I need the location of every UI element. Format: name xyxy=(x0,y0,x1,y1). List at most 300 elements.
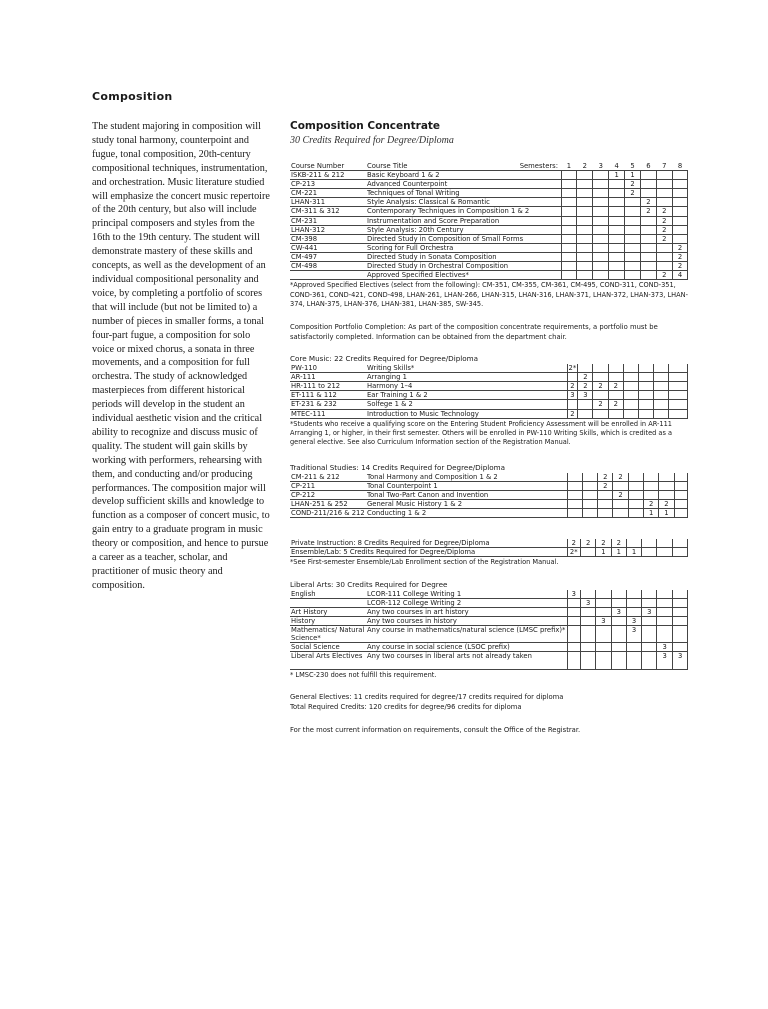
semester-credit-cell xyxy=(640,243,656,252)
course-title-cell: Writing Skills* xyxy=(366,364,567,373)
course-number-cell: Art History xyxy=(290,607,366,616)
course-row xyxy=(290,364,688,373)
requirements-column xyxy=(290,119,688,735)
semester-credit-cell xyxy=(642,598,657,607)
semester-credit-cell xyxy=(611,643,626,652)
traditional-studies-title: Traditional Studies: 14 Credits Required for Degree/Diploma xyxy=(290,462,506,472)
course-row xyxy=(290,473,688,482)
semester-credit-cell xyxy=(672,180,688,189)
semester-credit-cell xyxy=(578,400,593,409)
semester-header: 5 xyxy=(625,162,641,171)
concentrate-header-row xyxy=(290,162,688,171)
semester-credit-cell xyxy=(656,180,672,189)
semester-credit-cell xyxy=(609,262,625,271)
course-title-cell: Any course in social science (LSOC prefix) xyxy=(366,643,567,652)
semester-credit-cell xyxy=(625,234,641,243)
course-number-cell: MTEC-111 xyxy=(290,409,366,418)
semester-credit-cell: 3 xyxy=(626,625,641,643)
semester-credit-cell xyxy=(625,216,641,225)
semester-credit-cell xyxy=(669,364,688,373)
course-title-cell: General Music History 1 & 2 xyxy=(366,499,567,508)
semester-credit-cell: 1 xyxy=(609,171,625,180)
semester-credit-cell xyxy=(657,539,672,548)
semester-credit-cell xyxy=(659,481,674,490)
course-title-cell: Approved Specified Electives* xyxy=(366,271,561,280)
traditional-studies-rows xyxy=(290,473,688,518)
course-row xyxy=(290,189,688,198)
semester-credit-cell xyxy=(593,373,608,382)
semester-credit-cell: 3 xyxy=(642,607,657,616)
semester-credit-cell xyxy=(577,216,593,225)
course-title-cell: Advanced Counterpoint xyxy=(366,180,561,189)
semester-credit-cell xyxy=(613,508,628,517)
semester-credit-cell xyxy=(577,207,593,216)
course-number-cell: Mathematics/ Natural Science* xyxy=(291,625,365,642)
course-row xyxy=(290,216,688,225)
semester-credit-cell xyxy=(625,207,641,216)
semester-header: 8 xyxy=(672,162,688,171)
semester-credit-cell xyxy=(578,409,593,418)
course-number-header: Course Number xyxy=(290,162,366,171)
course-number-cell: ET-231 & 232 xyxy=(290,400,366,409)
semester-credit-cell xyxy=(626,598,641,607)
semester-credit-cell: 2 xyxy=(656,207,672,216)
semester-header: 1 xyxy=(561,162,577,171)
course-row xyxy=(290,539,688,548)
concentrate-subtitle: 30 Credits Required for Degree/Diploma xyxy=(290,135,454,146)
semester-credit-cell: 2* xyxy=(568,364,577,373)
semester-credit-cell xyxy=(656,189,672,198)
semester-credit-cell xyxy=(657,616,672,625)
semester-credit-cell xyxy=(608,391,623,400)
semester-header: 4 xyxy=(609,162,625,171)
course-number-cell: CP-211 xyxy=(290,481,366,490)
semester-credit-cell xyxy=(593,189,609,198)
semester-credit-cell xyxy=(582,481,597,490)
semester-credit-cell: 2 xyxy=(598,473,613,482)
semester-credit-cell xyxy=(628,508,643,517)
semester-credit-cell xyxy=(567,490,582,499)
semester-credit-cell xyxy=(640,271,656,280)
semester-credit-cell xyxy=(643,481,658,490)
course-row xyxy=(290,252,688,261)
course-title-cell: LCOR-112 College Writing 2 xyxy=(366,598,567,607)
course-row xyxy=(290,271,688,280)
semester-credit-cell xyxy=(674,490,688,499)
semester-credit-cell xyxy=(672,625,688,643)
semester-credit-cell xyxy=(643,490,658,499)
semester-credit-cell xyxy=(582,508,597,517)
semester-credit-cell xyxy=(672,225,688,234)
semester-credit-cell xyxy=(593,234,609,243)
course-title-cell: Techniques of Tonal Writing xyxy=(366,189,561,198)
course-row xyxy=(290,508,688,517)
semester-credit-cell: 4 xyxy=(672,271,688,280)
semester-credit-cell xyxy=(657,625,672,643)
course-number-cell: LHAN-251 & 252 xyxy=(290,499,366,508)
semester-credit-cell xyxy=(639,364,654,373)
course-number-cell xyxy=(290,598,366,607)
course-title-cell: Any two courses in history xyxy=(366,616,567,625)
course-title-cell: Scoring for Full Orchestra xyxy=(366,243,561,252)
semester-credit-cell xyxy=(640,262,656,271)
course-title-cell: Style Analysis: 20th Century xyxy=(366,225,561,234)
semester-credit-cell xyxy=(581,652,596,670)
course-title-cell: LCOR-111 College Writing 1 xyxy=(366,590,567,599)
semester-credit-cell xyxy=(609,225,625,234)
semester-credit-cell xyxy=(640,180,656,189)
semester-credit-cell xyxy=(642,625,657,643)
semester-credit-cell xyxy=(659,473,674,482)
general-electives-note: General Electives: 11 credits required for degree/17 credits required for diploma xyxy=(290,693,564,702)
liberal-arts-title: Liberal Arts: 30 Credits Required for Degree xyxy=(290,579,448,589)
semester-credit-cell: 2 xyxy=(656,234,672,243)
semester-credit-cell xyxy=(582,490,597,499)
semester-credit-cell: 1 xyxy=(643,508,658,517)
semester-credit-cell xyxy=(654,364,669,373)
course-title-cell: Directed Study in Sonata Composition xyxy=(366,252,561,261)
semester-credit-cell xyxy=(639,400,654,409)
course-row xyxy=(290,243,688,252)
concentrate-footnote: *Approved Specified Electives (select from the following): CM-351, CM-355, CM-361, CM-495, COND-311, COND-351, COND-361, COND-421, COND-498, LHAN-261, LHAN-266, LHAN-315, LHAN-316, LHAN-371, LHAN-372, LHAN-373, LHAN-374, LHAN-375, LHAN-376, LHAN-381, LHAN-385, SW-345. xyxy=(290,281,688,308)
semester-credit-cell: 2 xyxy=(596,539,611,548)
semester-credit-cell xyxy=(626,539,641,548)
semester-credit-cell: 2 xyxy=(625,180,641,189)
course-row xyxy=(290,262,688,271)
private-ensemble-table xyxy=(290,539,688,557)
semester-credit-cell xyxy=(567,652,581,670)
semester-credit-cell xyxy=(561,216,577,225)
course-row xyxy=(290,643,688,652)
semester-credit-cell xyxy=(567,373,578,382)
semester-credit-cell: 3 xyxy=(567,391,578,400)
semester-credit-cell xyxy=(561,198,577,207)
semester-credit-cell xyxy=(626,643,641,652)
semester-credit-cell xyxy=(593,171,609,180)
semester-credit-cell xyxy=(567,400,578,409)
semester-credit-cell: 1 xyxy=(611,548,626,557)
course-row xyxy=(290,490,688,499)
course-number-cell: ET-111 & 112 xyxy=(290,391,366,400)
semester-credit-cell xyxy=(581,625,596,643)
semester-credit-cell xyxy=(672,189,688,198)
semester-credit-cell xyxy=(672,598,688,607)
semester-credit-cell: 2 xyxy=(656,271,672,280)
semester-credit-cell xyxy=(623,373,638,382)
course-title-cell: Any two courses in art history xyxy=(366,607,567,616)
semester-credit-cell: 2 xyxy=(613,473,628,482)
semester-credit-cell: 2 xyxy=(672,243,688,252)
semester-credit-cell xyxy=(578,364,593,373)
semester-credit-cell: 2* xyxy=(567,548,581,557)
semester-credit-cell xyxy=(656,171,672,180)
semesters-label: Semesters: xyxy=(516,162,561,171)
course-title-cell: Instrumentation and Score Preparation xyxy=(366,216,561,225)
semester-credit-cell xyxy=(582,473,597,482)
course-row xyxy=(290,499,688,508)
semester-credit-cell xyxy=(611,598,626,607)
core-music-table xyxy=(290,364,688,419)
semester-credit-cell xyxy=(567,616,581,625)
semester-credit-cell xyxy=(593,262,609,271)
semester-credit-cell xyxy=(672,171,688,180)
semester-credit-cell: 2 xyxy=(578,382,593,391)
semester-credit-cell xyxy=(640,225,656,234)
semester-credit-cell xyxy=(656,198,672,207)
semester-credit-cell xyxy=(640,216,656,225)
semester-credit-cell xyxy=(654,400,669,409)
course-title-cell: Any course in mathematics/natural science (LMSC prefix)* xyxy=(366,625,567,643)
semester-credit-cell xyxy=(577,271,593,280)
semester-credit-cell xyxy=(639,382,654,391)
semester-credit-cell xyxy=(657,607,672,616)
semester-credit-cell: 3 xyxy=(596,616,611,625)
concentrate-title: Composition Concentrate xyxy=(290,120,441,132)
course-title-cell: Conducting 1 & 2 xyxy=(366,508,567,517)
semester-credit-cell xyxy=(608,373,623,382)
course-row xyxy=(290,616,688,625)
course-row xyxy=(290,400,688,409)
semester-credit-cell xyxy=(626,607,641,616)
course-title-cell: Tonal Harmony and Composition 1 & 2 xyxy=(366,473,567,482)
semester-credit-cell: 2 xyxy=(640,207,656,216)
semester-credit-cell: 2 xyxy=(659,499,674,508)
semester-credit-cell xyxy=(577,171,593,180)
semester-credit-cell: 1 xyxy=(659,508,674,517)
semester-credit-cell xyxy=(659,490,674,499)
semester-credit-cell: 3 xyxy=(657,652,672,670)
semester-credit-cell xyxy=(577,234,593,243)
semester-credit-cell: 3 xyxy=(611,607,626,616)
semester-credit-cell: 2 xyxy=(593,382,608,391)
semester-credit-cell xyxy=(625,271,641,280)
semester-credit-cell xyxy=(596,598,611,607)
semester-credit-cell xyxy=(593,271,609,280)
semester-credit-cell xyxy=(625,198,641,207)
semester-credit-cell xyxy=(672,207,688,216)
semester-credit-cell xyxy=(654,373,669,382)
course-number-cell: CM-221 xyxy=(290,189,366,198)
course-number-cell: CM-498 xyxy=(290,262,366,271)
course-number-cell: Ensemble/Lab: 5 Credits Required for Degree/Diploma xyxy=(290,548,567,557)
liberal-arts-footnote: * LMSC-230 does not fulfill this requirement. xyxy=(290,670,437,679)
semester-credit-cell xyxy=(581,616,596,625)
semester-credit-cell: 2 xyxy=(567,382,578,391)
semester-credit-cell xyxy=(640,252,656,261)
core-music-footnote: *Students who receive a qualifying score on the Entering Student Proficiency Assessment will be enrolled in AR-111 Arranging 1, or higher, in their first semester. Others will be enrolled in PW-110 Writing Skills, which is credited as a general elective. See also Curriculum Information section of the Registration Manual. xyxy=(290,419,673,447)
semester-credit-cell xyxy=(609,271,625,280)
semester-header: 3 xyxy=(593,162,609,171)
semester-credit-cell xyxy=(623,400,638,409)
core-music-title: Core Music: 22 Credits Required for Degree/Diploma xyxy=(290,354,479,364)
semester-credit-cell xyxy=(608,409,623,418)
semester-credit-cell: 3 xyxy=(567,590,581,599)
semester-credit-cell xyxy=(609,216,625,225)
semester-credit-cell xyxy=(657,548,672,557)
semester-credit-cell xyxy=(657,598,672,607)
semester-credit-cell: 2 xyxy=(578,373,593,382)
course-row xyxy=(290,625,688,643)
semester-credit-cell xyxy=(593,409,608,418)
course-number-cell: CP-213 xyxy=(290,180,366,189)
semester-credit-cell xyxy=(567,643,581,652)
semester-credit-cell xyxy=(669,373,688,382)
course-number-cell: English xyxy=(290,590,366,599)
semester-credit-cell xyxy=(654,391,669,400)
semester-credit-cell: 2 xyxy=(611,539,626,548)
course-row xyxy=(290,382,688,391)
left-section-title: Composition xyxy=(92,90,173,103)
semester-credit-cell: 3 xyxy=(578,391,593,400)
semester-credit-cell xyxy=(561,271,577,280)
course-number-cell: CM-211 & 212 xyxy=(290,473,366,482)
concentrate-table xyxy=(290,162,688,280)
semester-credit-cell: 1 xyxy=(625,171,641,180)
semester-credit-cell xyxy=(596,643,611,652)
course-number-cell: CM-398 xyxy=(290,234,366,243)
course-number-cell: CM-311 & 312 xyxy=(290,207,366,216)
course-row xyxy=(290,373,688,382)
semester-credit-cell xyxy=(674,481,688,490)
semester-credit-cell xyxy=(609,180,625,189)
semester-credit-cell xyxy=(609,189,625,198)
semester-credit-cell xyxy=(672,643,688,652)
semester-credit-cell xyxy=(674,508,688,517)
semester-credit-cell xyxy=(628,490,643,499)
semester-credit-cell: 2 xyxy=(643,499,658,508)
semester-credit-cell xyxy=(582,499,597,508)
course-title-cell: Any two courses in liberal arts not already taken xyxy=(366,652,567,670)
course-row xyxy=(290,590,688,599)
course-number-cell: CP-212 xyxy=(290,490,366,499)
semester-credit-cell xyxy=(593,391,608,400)
course-row xyxy=(290,652,688,670)
semester-credit-cell xyxy=(642,652,657,670)
semester-credit-cell xyxy=(567,499,582,508)
course-title-cell: Tonal Counterpoint 1 xyxy=(366,481,567,490)
semester-credit-cell xyxy=(657,590,672,599)
course-number-cell: History xyxy=(290,616,366,625)
semester-credit-cell: 3 xyxy=(581,598,596,607)
semester-credit-cell xyxy=(609,243,625,252)
semester-credit-cell xyxy=(581,607,596,616)
semester-credit-cell xyxy=(656,262,672,271)
semester-credit-cell xyxy=(608,364,623,373)
semester-credit-cell xyxy=(654,409,669,418)
core-music-rows xyxy=(290,364,688,418)
semester-credit-cell: 2 xyxy=(640,198,656,207)
semester-header: 7 xyxy=(656,162,672,171)
semester-credit-cell xyxy=(626,652,641,670)
semester-credit-cell xyxy=(672,616,688,625)
semester-credit-cell: 3 xyxy=(672,652,688,670)
semester-credit-cell xyxy=(581,590,596,599)
semester-credit-cell xyxy=(596,607,611,616)
semester-credit-cell xyxy=(625,243,641,252)
semester-credit-cell xyxy=(581,548,596,557)
semester-credit-cell xyxy=(674,499,688,508)
semester-credit-cell xyxy=(623,391,638,400)
semester-credit-cell xyxy=(593,243,609,252)
course-title-header: Course Title xyxy=(366,162,516,171)
semester-credit-cell xyxy=(593,207,609,216)
semester-credit-cell xyxy=(642,539,657,548)
total-credits-note: Total Required Credits: 120 credits for degree/96 credits for diploma xyxy=(290,703,522,712)
semester-credit-cell: 2 xyxy=(598,481,613,490)
semester-credit-cell xyxy=(561,180,577,189)
semester-credit-cell xyxy=(593,198,609,207)
course-row xyxy=(290,225,688,234)
semester-credit-cell: 3 xyxy=(657,643,672,652)
semester-credit-cell xyxy=(561,225,577,234)
semester-credit-cell xyxy=(596,625,611,643)
course-number-cell: CM-497 xyxy=(290,252,366,261)
portfolio-note: Composition Portfolio Completion: As part of the composition concentrate requirements, a portfolio must be satisfactorily completed. Information can be obtained from the department chair. xyxy=(290,323,658,342)
course-row xyxy=(290,481,688,490)
semester-credit-cell xyxy=(613,481,628,490)
course-row xyxy=(290,409,688,418)
concentrate-rows xyxy=(290,162,688,280)
semester-credit-cell xyxy=(654,382,669,391)
semester-credit-cell xyxy=(593,216,609,225)
semester-credit-cell xyxy=(598,499,613,508)
semester-credit-cell xyxy=(640,171,656,180)
semester-credit-cell xyxy=(577,198,593,207)
course-row xyxy=(290,548,688,557)
course-number-cell: LHAN-312 xyxy=(290,225,366,234)
semester-credit-cell xyxy=(626,590,641,599)
semester-credit-cell xyxy=(593,180,609,189)
semester-credit-cell: 2 xyxy=(672,262,688,271)
semester-credit-cell xyxy=(609,252,625,261)
semester-credit-cell xyxy=(640,189,656,198)
semester-credit-cell xyxy=(567,625,581,643)
semester-credit-cell xyxy=(609,207,625,216)
semester-credit-cell: 2 xyxy=(625,189,641,198)
semester-credit-cell xyxy=(628,481,643,490)
course-number-cell: Social Science xyxy=(290,643,366,652)
semester-credit-cell xyxy=(598,508,613,517)
course-number-cell: LHAN-311 xyxy=(290,198,366,207)
semester-credit-cell: 2 xyxy=(608,382,623,391)
semester-credit-cell xyxy=(567,508,582,517)
semester-credit-cell xyxy=(561,171,577,180)
semester-header: 2 xyxy=(577,162,593,171)
semester-credit-cell xyxy=(577,252,593,261)
semester-credit-cell xyxy=(669,400,688,409)
semester-credit-cell xyxy=(577,189,593,198)
semester-credit-cell xyxy=(669,382,688,391)
semester-credit-cell xyxy=(672,198,688,207)
semester-credit-cell xyxy=(593,252,609,261)
course-title-cell: Arranging 1 xyxy=(366,373,567,382)
semester-credit-cell xyxy=(672,590,688,599)
semester-credit-cell xyxy=(642,643,657,652)
semester-credit-cell xyxy=(640,234,656,243)
private-ensemble-rows xyxy=(290,539,688,557)
semester-credit-cell xyxy=(581,643,596,652)
semester-credit-cell xyxy=(593,364,608,373)
semester-credit-cell: 2 xyxy=(672,252,688,261)
semester-credit-cell: 2 xyxy=(567,539,581,548)
semester-credit-cell xyxy=(609,198,625,207)
semester-credit-cell xyxy=(625,225,641,234)
semester-credit-cell xyxy=(672,234,688,243)
course-row xyxy=(290,180,688,189)
semester-credit-cell xyxy=(567,473,582,482)
semester-credit-cell xyxy=(593,225,609,234)
semester-credit-cell xyxy=(561,234,577,243)
